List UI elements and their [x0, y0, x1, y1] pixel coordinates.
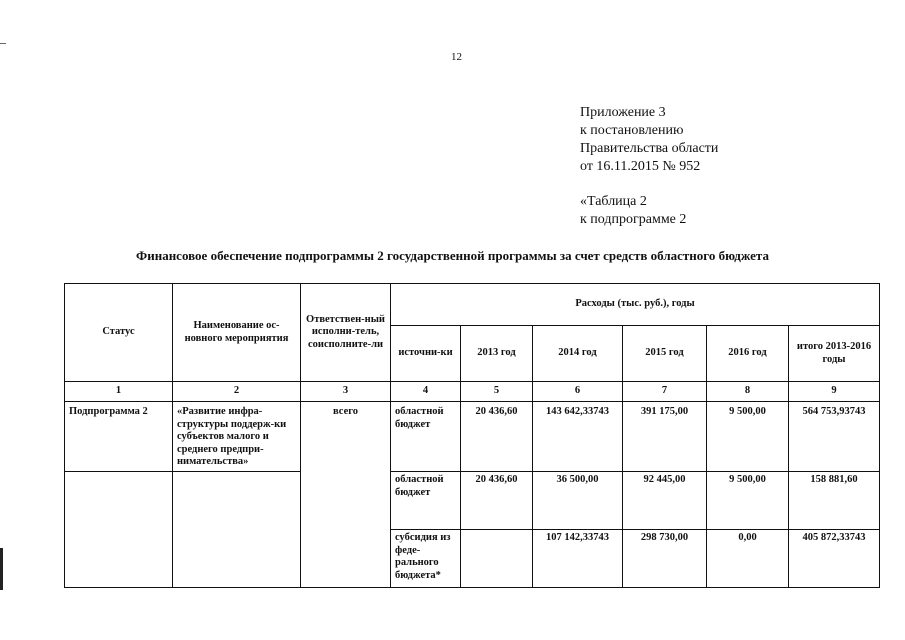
- header-status: Статус: [65, 284, 173, 382]
- value-2016: 0,00: [707, 529, 789, 587]
- value-total: 564 753,93743: [789, 402, 880, 472]
- value-2016: 9 500,00: [707, 471, 789, 529]
- column-number: 9: [789, 382, 880, 402]
- header-2015: 2015 год: [623, 326, 707, 382]
- value-2015: 391 175,00: [623, 402, 707, 472]
- event-name-cell-empty: [173, 471, 301, 587]
- scan-artifact: [0, 548, 3, 590]
- document-title: Финансовое обеспечение подпрограммы 2 государственной программы за счет средств областного бюджета: [136, 248, 769, 263]
- appendix-gap: [580, 176, 718, 193]
- value-2013: 20 436,60: [461, 402, 533, 472]
- header-total: итого 2013-2016 годы: [789, 326, 880, 382]
- value-2015: 298 730,00: [623, 529, 707, 587]
- finance-table: [64, 283, 880, 588]
- appendix-line: «Таблица 2: [580, 194, 647, 209]
- appendix-line: Правительства области: [580, 141, 719, 156]
- scan-artifact: [0, 43, 6, 44]
- column-number: 6: [533, 382, 623, 402]
- header-2013: 2013 год: [461, 326, 533, 382]
- column-number: 4: [391, 382, 461, 402]
- source-cell: областной бюджет: [391, 471, 461, 529]
- header-2014: 2014 год: [533, 326, 623, 382]
- header-2016: 2016 год: [707, 326, 789, 382]
- value-2015: 92 445,00: [623, 471, 707, 529]
- header-event-name: Наименование ос-новного мероприятия: [173, 284, 301, 382]
- value-2013: [461, 529, 533, 587]
- value-2014: 36 500,00: [533, 471, 623, 529]
- value-2013: 20 436,60: [461, 471, 533, 529]
- status-cell: Подпрограмма 2: [65, 402, 173, 472]
- column-number: 7: [623, 382, 707, 402]
- header-expenses: Расходы (тыс. руб.), годы: [391, 284, 880, 326]
- appendix-line: к постановлению: [580, 123, 684, 138]
- page-number: 12: [451, 51, 462, 63]
- source-cell: субсидия из феде-рального бюджета*: [391, 529, 461, 587]
- value-2014: 143 642,33743: [533, 402, 623, 472]
- appendix-line: от 16.11.2015 № 952: [580, 159, 701, 174]
- value-total: 158 881,60: [789, 471, 880, 529]
- source-cell: областной бюджет: [391, 402, 461, 472]
- column-number: 8: [707, 382, 789, 402]
- column-number: 5: [461, 382, 533, 402]
- column-number: 2: [173, 382, 301, 402]
- header-responsible: Ответствен-ный исполни-тель, соисполните-ли: [301, 284, 391, 382]
- appendix-header: [580, 104, 718, 229]
- appendix-line: к подпрограмме 2: [580, 212, 687, 227]
- appendix-line: Приложение 3: [580, 105, 666, 120]
- header-sources: источни-ки: [391, 326, 461, 382]
- value-2016: 9 500,00: [707, 402, 789, 472]
- value-total: 405 872,33743: [789, 529, 880, 587]
- column-number: 1: [65, 382, 173, 402]
- status-cell-empty: [65, 471, 173, 587]
- value-2014: 107 142,33743: [533, 529, 623, 587]
- event-name-cell: «Развитие инфра-структуры поддерж-ки субъектов малого и среднего предпри-нимательства»: [173, 402, 301, 472]
- column-number: 3: [301, 382, 391, 402]
- responsible-cell: всего: [301, 402, 391, 588]
